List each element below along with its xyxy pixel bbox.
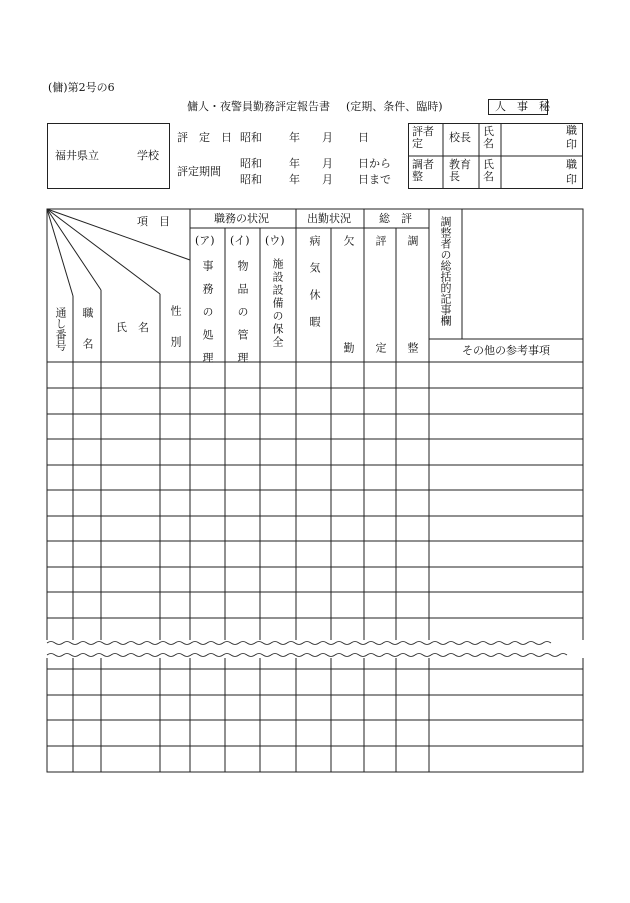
col-name: 氏 名	[116, 321, 149, 334]
col-serial: 通し番号	[54, 307, 67, 351]
group-overall: 総 評	[379, 212, 412, 225]
eval-date-label: 評 定 日	[177, 131, 232, 144]
col-a-marker: (ア)	[195, 234, 215, 247]
col-gender: 性別	[169, 305, 182, 367]
col-a-text: 事務の処理	[201, 260, 214, 375]
evaluator-label: 評者 定	[412, 125, 434, 150]
col-adjust: 調整	[406, 235, 419, 449]
col-absent: 欠勤	[342, 235, 355, 449]
eval-date-year: 年	[289, 131, 300, 144]
item-label: 項 目	[137, 215, 170, 228]
adjuster-label: 調者 整	[412, 158, 434, 183]
eval-period-day-from: 日から	[358, 157, 391, 170]
evaluator-seal-top: 職	[566, 124, 577, 137]
eval-period-day-to: 日まで	[358, 173, 391, 186]
evaluator-seal-bottom: 印	[566, 138, 577, 151]
col-c-marker: (ウ)	[265, 234, 285, 247]
eval-period-year-to: 年	[289, 173, 300, 186]
eval-period-month-from: 月	[322, 157, 333, 170]
group-duty: 職務の状況	[214, 212, 269, 225]
school-suffix: 学校	[137, 149, 159, 162]
form-number: (傭)第2号の6	[48, 81, 115, 94]
col-eval: 評定	[374, 235, 387, 449]
col-sick: 病気休暇	[308, 235, 321, 343]
school-prefix: 福井県立	[55, 149, 99, 162]
eval-period-month-to: 月	[322, 173, 333, 186]
document-title: 傭人・夜警員勤務評定報告書	[187, 100, 330, 113]
adjuster-seal-bottom: 印	[566, 173, 577, 186]
group-attendance: 出勤状況	[307, 212, 351, 225]
adjuster-title: 教育 長	[449, 158, 471, 183]
col-c-text: 施設設備の保全	[271, 258, 284, 349]
confidential-stamp-text: 人 事 秘	[495, 100, 550, 113]
eval-period-era-from: 昭和	[240, 157, 262, 170]
adjuster-remarks-label: 調整者の総括的記事欄	[439, 216, 452, 326]
eval-date-month: 月	[322, 131, 333, 144]
other-notes-label: その他の参考事項	[462, 344, 550, 357]
eval-date-era: 昭和	[240, 131, 262, 144]
title-note: (定期、条件、臨時)	[346, 100, 443, 113]
adjuster-name-label: 氏 名	[483, 158, 494, 183]
eval-period-year-from: 年	[289, 157, 300, 170]
eval-period-era-to: 昭和	[240, 173, 262, 186]
col-job: 職名	[81, 307, 94, 369]
evaluator-name-label: 氏 名	[483, 125, 494, 150]
eval-period-label: 評定期間	[177, 165, 221, 178]
adjuster-seal-top: 職	[566, 158, 577, 171]
evaluator-title: 校長	[449, 131, 471, 144]
col-b-text: 物品の管理	[236, 260, 249, 375]
eval-date-day: 日	[358, 131, 369, 144]
col-b-marker: (イ)	[230, 234, 250, 247]
